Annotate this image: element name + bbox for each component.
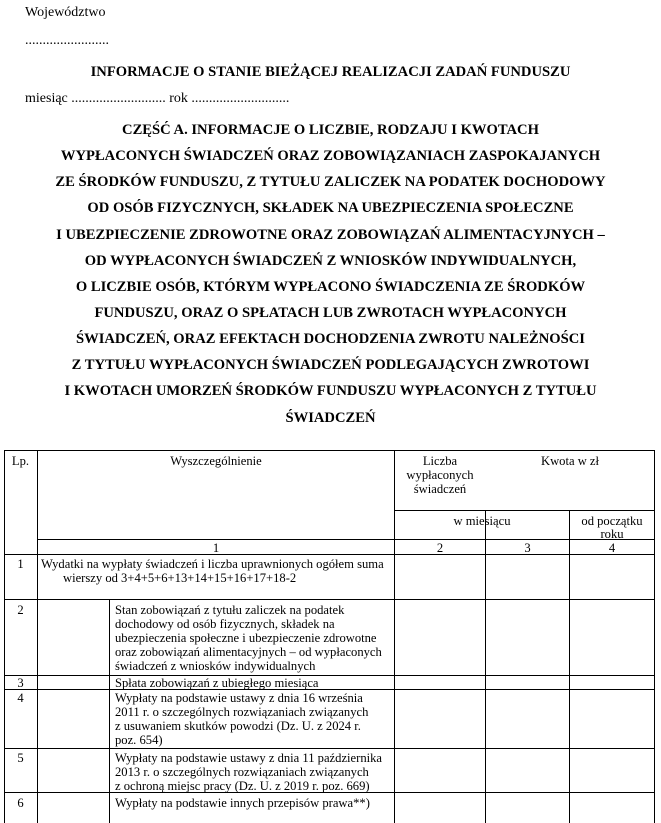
period-line: miesiąc ........................... rok ............................: [25, 91, 290, 106]
section-title-line: O LICZBIE OSÓB, KTÓRYM WYPŁACONO ŚWIADCZENIA ZE ŚRODKÓW: [75, 279, 586, 295]
col-number: 4: [608, 541, 616, 555]
section-title-line: ŚWIADCZEŃ, ORAZ EFEKTACH DOCHODZENIA ZWROTU NALEŻNOŚCI: [76, 331, 585, 347]
row-text-line: świadczeń z wniosków indywidualnych: [115, 659, 316, 673]
section-title-line: I KWOTACH UMORZEŃ ŚRODKÓW FUNDUSZU WYPŁACONYCH Z TYTUŁU: [64, 383, 597, 399]
header-ytd-line: od początku: [581, 514, 643, 528]
header-count-line: wypłaconych: [406, 468, 474, 482]
row-text-line: Wypłaty na podstawie ustawy z dnia 11 października: [115, 751, 383, 765]
row-text-line: dochodowy od osób fizycznych, składek na: [115, 617, 335, 631]
section-title-line: OD OSÓB FIZYCZNYCH, SKŁADEK NA UBEZPIECZENIA SPOŁECZNE: [87, 200, 574, 216]
row-text-line: Wypłaty na podstawie ustawy z dnia 16 września: [115, 691, 363, 705]
header-ytd-line: roku: [600, 527, 624, 541]
section-title-line: FUNDUSZU, ORAZ O SPŁATACH LUB ZWROTACH WYPŁACONYCH: [94, 305, 567, 321]
header-count-line: świadczeń: [413, 482, 467, 496]
row-lp: 4: [17, 691, 24, 705]
row-text-line: 2013 r. o szczególnych rozwiązaniach związanych: [115, 765, 369, 779]
col-number: 1: [212, 541, 220, 555]
col-number: 3: [524, 541, 531, 555]
section-title-line: OD WYPŁACONYCH ŚWIADCZEŃ Z WNIOSKÓW INDYWIDUALNYCH,: [84, 253, 577, 269]
header-lp: Lp.: [11, 454, 30, 468]
header-month: w miesiącu: [453, 514, 511, 528]
section-title-line: WYPŁACONYCH ŚWIADCZEŃ ORAZ ZOBOWIĄZANIACH ZASPOKAJANYCH: [60, 148, 601, 164]
row-text-line: oraz zobowiązań alimentacyjnych – od wypłaconych: [115, 645, 382, 659]
header-item: Wyszczególnienie: [170, 454, 262, 468]
section-title-line: ŚWIADCZEŃ: [285, 410, 376, 426]
row-text-line: z usuwaniem skutków powodzi (Dz. U. z 2024 r.: [115, 719, 361, 733]
report-title: INFORMACJE O STANIE BIEŻĄCEJ REALIZACJI ZADAŃ FUNDUSZU: [90, 64, 571, 80]
section-title-line: CZĘŚĆ A. INFORMACJE O LICZBIE, RODZAJU I KWOTACH: [122, 122, 539, 138]
row-text-line: z ochroną miejsc pracy (Dz. U. z 2019 r. poz. 669): [115, 779, 370, 793]
row-lp: 1: [17, 557, 24, 571]
row-text-line: Wypłaty na podstawie innych przepisów prawa**): [115, 796, 370, 810]
col-number: 2: [436, 541, 444, 555]
row-text-line: ubezpieczenia społeczne i ubezpieczenie zdrowotne: [115, 631, 377, 645]
region-label: Województwo: [25, 5, 106, 20]
row-text-line: wierszy od 3+4+5+6+13+14+15+16+17+18-2: [63, 571, 297, 585]
header-count-line: Liczba: [422, 454, 458, 468]
row-text-line: Spłata zobowiązań z ubiegłego miesiąca: [115, 676, 319, 690]
row-lp: 2: [17, 603, 24, 617]
row-text-line: poz. 654): [115, 733, 163, 747]
row-lp: 5: [17, 751, 24, 765]
section-title-line: I UBEZPIECZENIE ZDROWOTNE ORAZ ZOBOWIĄZAŃ ALIMENTACYJNYCH –: [56, 227, 605, 243]
section-title-line: Z TYTUŁU WYPŁACONYCH ŚWIADCZEŃ PODLEGAJĄCYCH ZWROTOWI: [71, 357, 590, 373]
row-lp: 3: [17, 676, 24, 690]
row-text-line: 2011 r. o szczególnych rozwiązaniach związanych: [115, 705, 369, 719]
row-text-line: Stan zobowiązań z tytułu zaliczek na podatek: [115, 603, 345, 617]
header-amount: Kwota w zł: [540, 454, 600, 468]
row-lp: 6: [17, 796, 24, 810]
region-dots: ........................: [25, 33, 109, 48]
row-text-line: Wydatki na wypłaty świadczeń i liczba uprawnionych ogółem suma: [41, 557, 384, 571]
section-title-line: ZE ŚRODKÓW FUNDUSZU, Z TYTUŁU ZALICZEK NA PODATEK DOCHODOWY: [55, 174, 606, 190]
